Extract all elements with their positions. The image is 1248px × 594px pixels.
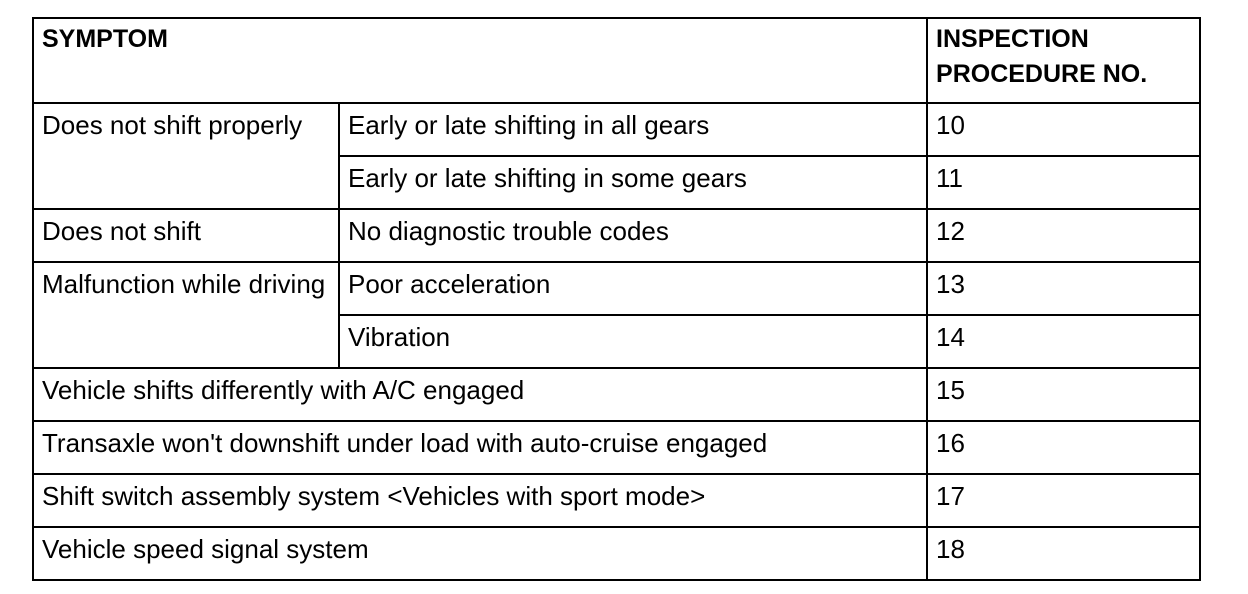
symptom-cell: Does not shift [33,209,339,262]
procedure-no-cell: 16 [927,421,1200,474]
procedure-no-cell: 17 [927,474,1200,527]
symptom-cell: Transaxle won't downshift under load with auto-cruise engaged [33,421,927,474]
table-row [33,209,1200,262]
symptom-cell: Shift switch assembly system <Vehicles with sport mode> [33,474,927,527]
symptom-cell: Does not shift properly [33,103,339,209]
symptom-cell: Vehicle shifts differently with A/C engaged [33,368,927,421]
header-inspection-procedure-no [927,18,1200,103]
table-header-row [33,18,1200,103]
condition-cell: Early or late shifting in some gears [339,156,927,209]
condition-cell: Poor acceleration [339,262,927,315]
table-row [33,474,1200,527]
header-procedure-line2: PROCEDURE NO. [936,60,1148,88]
procedure-no-cell: 11 [927,156,1200,209]
procedure-no-cell: 10 [927,103,1200,156]
table-row [33,368,1200,421]
symptom-cell: Vehicle speed signal system [33,527,927,580]
condition-cell: Vibration [339,315,927,368]
table-row [33,527,1200,580]
procedure-no-cell: 13 [927,262,1200,315]
table-row [33,103,1200,156]
symptom-procedure-table [32,17,1201,581]
header-symptom: SYMPTOM [33,18,927,103]
procedure-no-cell: 12 [927,209,1200,262]
procedure-no-cell: 14 [927,315,1200,368]
condition-cell: Early or late shifting in all gears [339,103,927,156]
symptom-cell: Malfunction while driving [33,262,339,368]
table-row [33,421,1200,474]
procedure-no-cell: 15 [927,368,1200,421]
condition-cell: No diagnostic trouble codes [339,209,927,262]
procedure-no-cell: 18 [927,527,1200,580]
header-procedure-line1: INSPECTION [936,25,1089,53]
table-row [33,262,1200,315]
